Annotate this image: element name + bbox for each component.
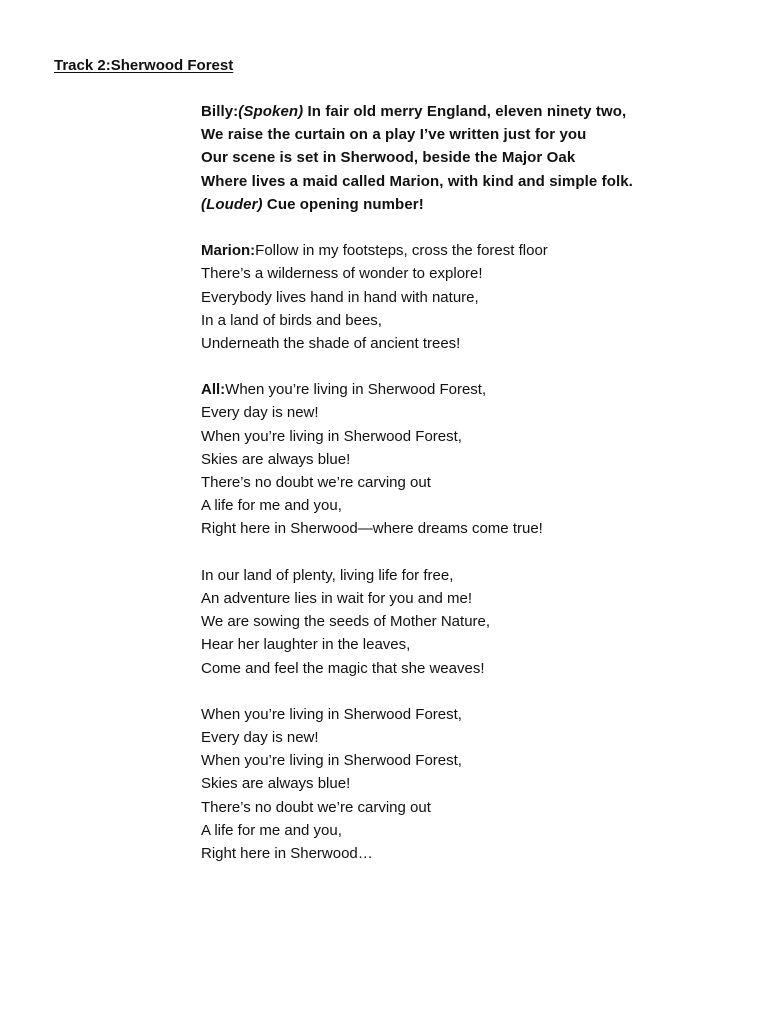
stanza-gap	[201, 216, 761, 239]
marion-line: There’s a wilderness of wonder to explore!	[201, 265, 483, 283]
billy-line-5-text: Cue opening number!	[262, 195, 424, 213]
verse-line: An adventure lies in wait for you and me!	[201, 589, 472, 607]
billy-line-3: Our scene is set in Sherwood, beside the Major Oak	[201, 149, 576, 167]
lyrics-body	[201, 100, 761, 865]
stanza-gap	[201, 680, 761, 703]
chorus-line: Right here in Sherwood—where dreams come true!	[201, 520, 543, 538]
verse-line: Come and feel the magic that she weaves!	[201, 659, 485, 677]
chorus-line: When you’re living in Sherwood Forest,	[201, 427, 462, 445]
chorus-line: A life for me and you,	[201, 497, 342, 515]
speaker-all: All:	[201, 381, 226, 399]
all-line-1	[201, 378, 761, 401]
verse-line: In our land of plenty, living life for free,	[201, 566, 454, 584]
billy-line-4: Where lives a maid called Marion, with kind and simple folk.	[201, 172, 633, 190]
stanza-gap	[201, 541, 761, 564]
speaker-marion: Marion:	[201, 242, 256, 260]
billy-line-5	[201, 193, 761, 216]
chorus-line: Skies are always blue!	[201, 775, 351, 793]
chorus-line: Skies are always blue!	[201, 450, 351, 468]
chorus-line: There’s no doubt we’re carving out	[201, 474, 431, 491]
chorus-line: Every day is new!	[201, 404, 319, 422]
billy-line-2: We raise the curtain on a play I’ve written just for you	[201, 126, 587, 144]
stage-direction-spoken: (Spoken)	[238, 103, 304, 120]
all-line-1-text: When you’re living in Sherwood Forest,	[225, 381, 487, 399]
chorus-line: A life for me and you,	[201, 821, 342, 839]
chorus-line: There’s no doubt we’re carving out	[201, 798, 431, 816]
verse-line: Hear her laughter in the leaves,	[201, 636, 411, 654]
billy-line-1	[201, 100, 761, 123]
stage-direction-louder: (Louder)	[201, 195, 263, 213]
marion-line-1	[201, 239, 761, 262]
chorus-line: Right here in Sherwood…	[201, 845, 373, 862]
marion-line: Underneath the shade of ancient trees!	[201, 334, 461, 352]
billy-line-1-text: In fair old merry England, eleven ninety two,	[303, 103, 627, 120]
speaker-billy: Billy:	[201, 103, 239, 120]
chorus-line: When you’re living in Sherwood Forest,	[201, 752, 462, 770]
chorus-line: When you’re living in Sherwood Forest,	[201, 705, 462, 723]
marion-line-1-text: Follow in my footsteps, cross the forest floor	[255, 242, 548, 260]
marion-line: Everybody lives hand in hand with nature,	[201, 288, 479, 306]
marion-line: In a land of birds and bees,	[201, 311, 382, 329]
verse-line: We are sowing the seeds of Mother Nature,	[201, 613, 491, 631]
chorus-line: Every day is new!	[201, 729, 319, 747]
stanza-gap	[201, 355, 761, 378]
track-title: Track 2:Sherwood Forest	[54, 57, 234, 74]
